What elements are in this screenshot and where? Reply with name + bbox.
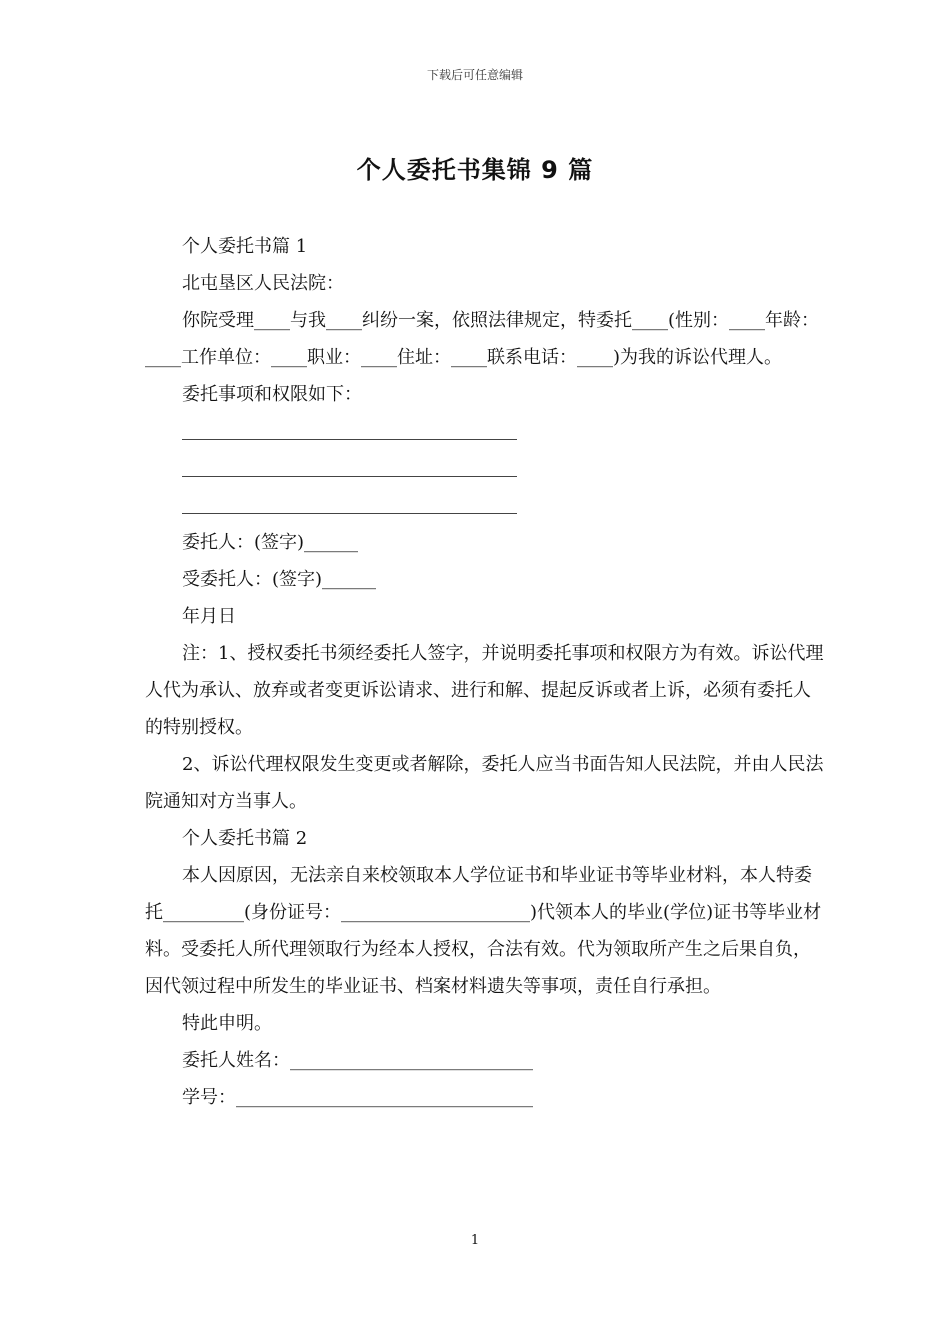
paragraph-scope-heading: 委托事项和权限如下： xyxy=(182,384,362,405)
blank-line xyxy=(182,413,825,450)
header-note: 下载后可任意编辑 xyxy=(426,68,523,82)
note-paragraph-2: 2、诉讼代理权限发生变更或者解除，委托人应当书面告知人民法院，并由人民法院通知对方当事人。 xyxy=(145,754,824,812)
section-heading-1: 个人委托书篇 1 xyxy=(182,236,308,257)
blank-line xyxy=(182,487,825,524)
agent-signature: 受委托人：(签字)______ xyxy=(182,569,377,590)
document-body xyxy=(145,228,825,1116)
note-paragraph: 注：1、授权委托书须经委托人签字，并说明委托事项和权限方为有效。诉讼代理人代为承认、放弃或者变更诉讼请求、进行和解、提起反诉或者上诉，必须有委托人的特别授权。 xyxy=(145,643,824,738)
principal-name-line: 委托人姓名：___________________________ xyxy=(182,1050,533,1071)
document-title: 个人委托书集锦 9 篇 xyxy=(356,156,594,184)
date-line: 年月日 xyxy=(182,606,236,627)
principal-signature: 委托人：(签字)______ xyxy=(182,532,359,553)
blank-line xyxy=(182,450,825,487)
declaration: 特此申明。 xyxy=(182,1013,272,1034)
addressee: 北屯垦区人民法院： xyxy=(182,273,344,294)
paragraph-entrustment: 你院受理____与我____纠纷一案，依照法律规定，特委托____(性别：____年龄：____工作单位：____职业：____住址：____联系电话：____)为我的诉讼代理人。 xyxy=(145,310,820,368)
paragraph-graduation-entrustment: 本人因原因，无法亲自来校领取本人学位证书和毕业证书等毕业材料，本人特委托_________(身份证号：_____________________)代领本人的毕业(学位)证书等毕业材料。受委托人所代理领取行为经本人授权，合法有效。代为领取所产生之后果自负，因代领过程中所发生的毕业证书、档案材料遗失等事项，责任自行承担。 xyxy=(145,865,822,997)
student-id-line: 学号：_________________________________ xyxy=(182,1087,533,1108)
section-heading-2: 个人委托书篇 2 xyxy=(182,828,308,849)
page-number: 1 xyxy=(470,1233,480,1248)
